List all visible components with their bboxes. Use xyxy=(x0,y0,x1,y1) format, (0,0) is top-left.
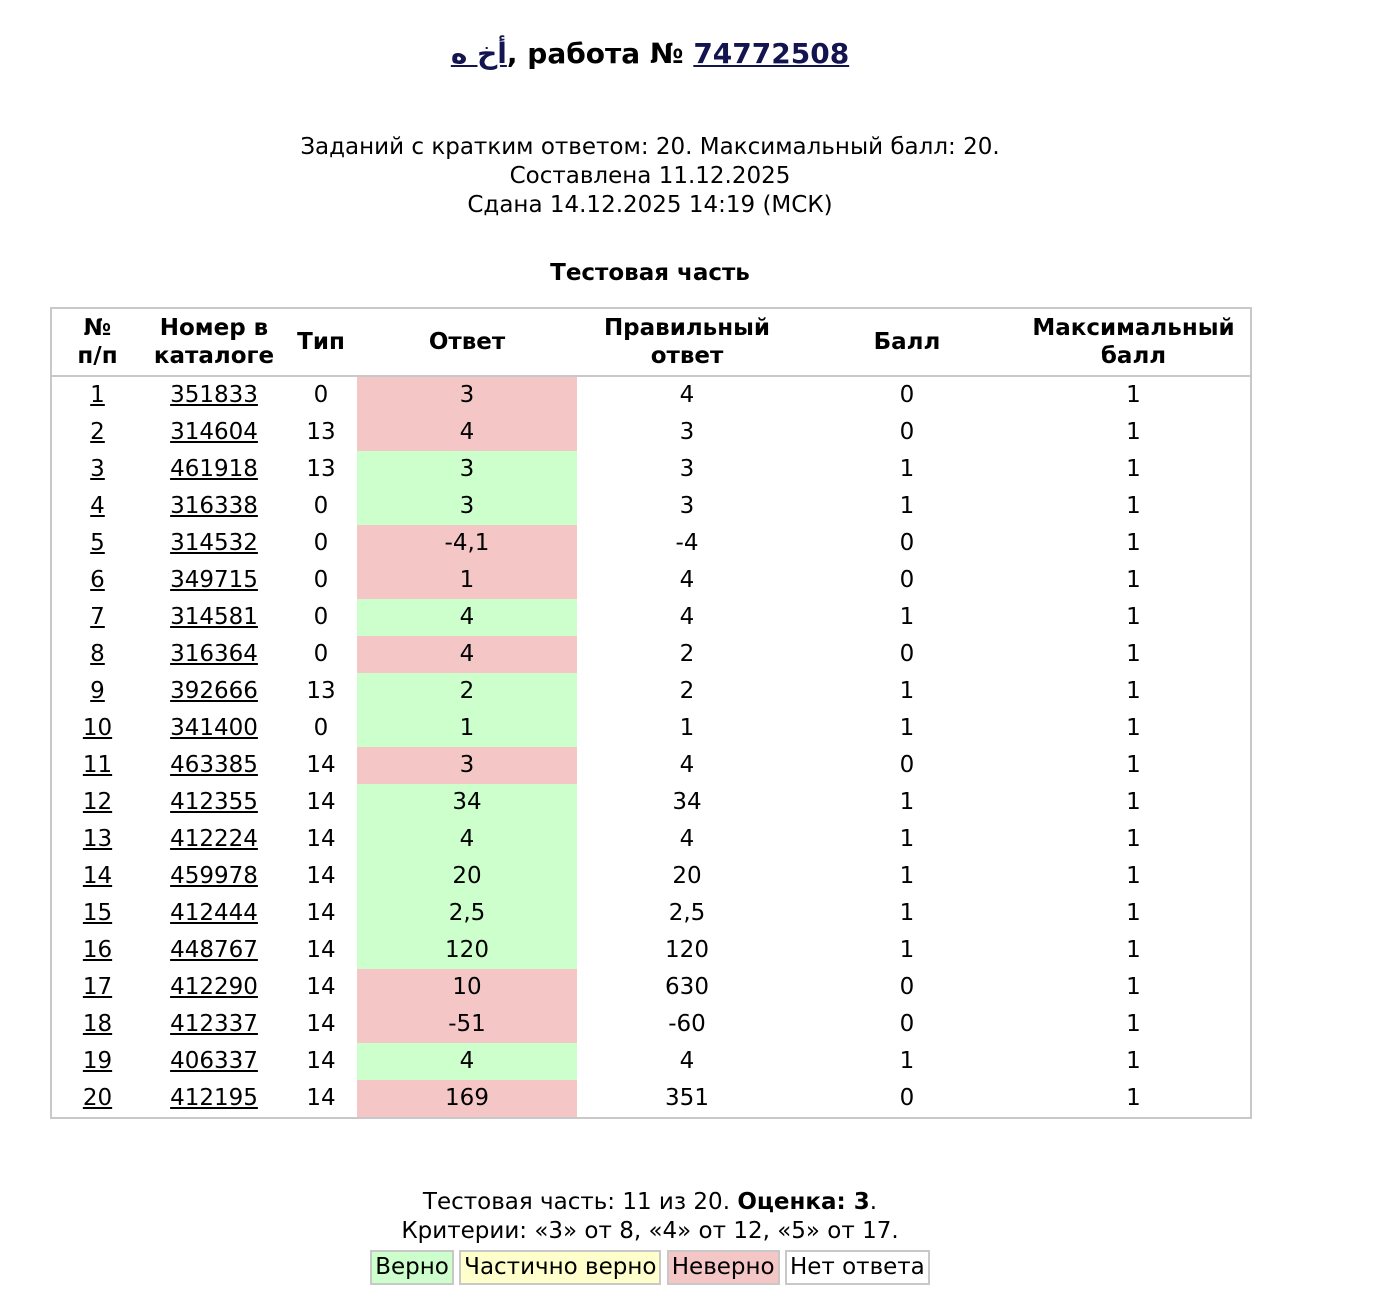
catalog-number-link[interactable]: 463385 xyxy=(170,752,258,778)
catalog-number-link-cell xyxy=(143,599,285,636)
score-cell: 1 xyxy=(899,604,915,630)
row-number-link[interactable]: 7 xyxy=(90,604,105,630)
catalog-number-link[interactable]: 341400 xyxy=(170,715,258,741)
table-row xyxy=(51,1006,1251,1043)
score-cell: 0 xyxy=(899,641,915,667)
max-score-cell: 1 xyxy=(1126,826,1141,852)
max-score-cell: 1 xyxy=(1126,715,1141,741)
task-type-cell: 14 xyxy=(306,826,336,852)
student-answer-cell: 2,5 xyxy=(357,895,577,932)
catalog-number-link[interactable]: 406337 xyxy=(170,1048,258,1074)
header-correct: Правильный ответ xyxy=(577,308,797,376)
catalog-number-link-cell xyxy=(143,1080,285,1118)
catalog-number-link-cell xyxy=(143,525,285,562)
task-type-cell: 14 xyxy=(306,900,336,926)
student-answer-cell: 2 xyxy=(357,673,577,710)
correct-answer-cell: 34 xyxy=(672,789,702,815)
legend-correct: Верно xyxy=(370,1250,454,1285)
catalog-number-link-cell xyxy=(143,1006,285,1043)
task-type-cell: 0 xyxy=(313,604,329,630)
correct-answer-cell: 4 xyxy=(679,382,695,408)
table-row xyxy=(51,969,1251,1006)
catalog-number-link-cell xyxy=(143,895,285,932)
score-cell: 0 xyxy=(899,752,915,778)
correct-answer-cell: 4 xyxy=(679,604,695,630)
header-answer: Ответ xyxy=(357,308,577,376)
correct-answer-cell: -4 xyxy=(675,530,699,556)
row-number-link-cell xyxy=(51,488,143,525)
correct-answer-cell: 120 xyxy=(665,937,709,963)
table-header-row xyxy=(51,308,1251,376)
row-number-link[interactable]: 19 xyxy=(82,1048,113,1074)
score-cell: 1 xyxy=(899,456,915,482)
max-score-cell: 1 xyxy=(1126,974,1141,1000)
row-number-link-cell xyxy=(51,747,143,784)
table-row xyxy=(51,562,1251,599)
row-number-link[interactable]: 9 xyxy=(90,678,105,704)
catalog-number-link-cell xyxy=(143,858,285,895)
student-answer-cell: -4,1 xyxy=(357,525,577,562)
catalog-number-link-cell xyxy=(143,969,285,1006)
score-cell: 1 xyxy=(899,715,915,741)
task-type-cell: 14 xyxy=(306,1085,336,1111)
legend-wrong: Неверно xyxy=(667,1250,780,1285)
catalog-number-link[interactable]: 316338 xyxy=(170,493,258,519)
score-cell: 0 xyxy=(899,382,915,408)
student-answer-cell: 34 xyxy=(357,784,577,821)
row-number-link-cell xyxy=(51,451,143,488)
page-title xyxy=(0,36,1300,72)
catalog-number-link[interactable]: 316364 xyxy=(170,641,258,667)
catalog-number-link-cell xyxy=(143,488,285,525)
student-answer-cell: 3 xyxy=(357,451,577,488)
catalog-number-link-cell xyxy=(143,414,285,451)
header-catalog: Номер в каталоге xyxy=(143,308,285,376)
score-cell: 1 xyxy=(899,493,915,519)
row-number-link[interactable]: 17 xyxy=(82,974,113,1000)
correct-answer-cell: 4 xyxy=(679,826,695,852)
header-max-score: Максимальный балл xyxy=(1017,308,1251,376)
max-score-cell: 1 xyxy=(1126,641,1141,667)
row-number-link[interactable]: 5 xyxy=(90,530,105,556)
row-number-link-cell xyxy=(51,636,143,673)
catalog-number-link[interactable]: 392666 xyxy=(170,678,258,704)
catalog-number-link[interactable]: 351833 xyxy=(170,382,258,408)
row-number-link[interactable]: 20 xyxy=(82,1085,113,1111)
catalog-number-link[interactable]: 412355 xyxy=(170,789,258,815)
table-row xyxy=(51,525,1251,562)
row-number-link-cell xyxy=(51,1006,143,1043)
correct-answer-cell: 3 xyxy=(679,456,695,482)
catalog-number-link[interactable]: 314532 xyxy=(170,530,258,556)
row-number-link[interactable]: 14 xyxy=(82,863,113,889)
table-row xyxy=(51,376,1251,414)
student-answer-cell: 3 xyxy=(357,488,577,525)
row-number-link[interactable]: 6 xyxy=(90,567,105,593)
max-score-cell: 1 xyxy=(1126,493,1141,519)
task-type-cell: 14 xyxy=(306,789,336,815)
student-answer-cell: 3 xyxy=(357,376,577,414)
catalog-number-link-cell xyxy=(143,747,285,784)
correct-answer-cell: -60 xyxy=(668,1011,706,1037)
summary-score-line: Тестовая часть: 11 из 20. Оценка: 3. xyxy=(422,1189,878,1215)
table-row xyxy=(51,599,1251,636)
table-row xyxy=(51,895,1251,932)
results-table xyxy=(50,307,1252,1119)
correct-answer-cell: 4 xyxy=(679,567,695,593)
score-cell: 1 xyxy=(899,826,915,852)
legend xyxy=(0,1250,1300,1285)
max-score-cell: 1 xyxy=(1126,900,1141,926)
score-cell: 0 xyxy=(899,530,915,556)
row-number-link-cell xyxy=(51,932,143,969)
table-row xyxy=(51,414,1251,451)
task-type-cell: 0 xyxy=(313,641,329,667)
task-type-cell: 14 xyxy=(306,974,336,1000)
task-type-cell: 14 xyxy=(306,1011,336,1037)
catalog-number-link[interactable]: 412224 xyxy=(170,826,258,852)
catalog-number-link-cell xyxy=(143,562,285,599)
row-number-link[interactable]: 3 xyxy=(90,456,105,482)
submitted-date-line: Сдана 14.12.2025 14:19 (МСК) xyxy=(467,192,833,218)
row-number-link-cell xyxy=(51,969,143,1006)
catalog-number-link-cell xyxy=(143,636,285,673)
legend-no-answer: Нет ответа xyxy=(785,1250,930,1285)
task-type-cell: 14 xyxy=(306,1048,336,1074)
catalog-number-link-cell xyxy=(143,673,285,710)
row-number-link-cell xyxy=(51,414,143,451)
correct-answer-cell: 4 xyxy=(679,752,695,778)
task-type-cell: 0 xyxy=(313,493,329,519)
row-number-link[interactable]: 15 xyxy=(82,900,113,926)
row-number-link[interactable]: 18 xyxy=(82,1011,113,1037)
task-type-cell: 14 xyxy=(306,752,336,778)
row-number-link[interactable]: 1 xyxy=(90,382,105,408)
catalog-number-link[interactable]: 412337 xyxy=(170,1011,258,1037)
catalog-number-link[interactable]: 314604 xyxy=(170,419,258,445)
row-number-link-cell xyxy=(51,821,143,858)
row-number-link-cell xyxy=(51,525,143,562)
created-date-line: Составлена 11.12.2025 xyxy=(509,163,791,189)
max-score-cell: 1 xyxy=(1126,1011,1141,1037)
correct-answer-cell: 3 xyxy=(679,419,695,445)
student-answer-cell: 4 xyxy=(357,636,577,673)
student-answer-cell: 10 xyxy=(357,969,577,1006)
student-answer-cell: 20 xyxy=(357,858,577,895)
catalog-number-link[interactable]: 448767 xyxy=(170,937,258,963)
student-answer-cell: 4 xyxy=(357,599,577,636)
table-row xyxy=(51,673,1251,710)
score-cell: 0 xyxy=(899,974,915,1000)
row-number-link-cell xyxy=(51,895,143,932)
student-answer-cell: 4 xyxy=(357,821,577,858)
row-number-link[interactable]: 4 xyxy=(90,493,105,519)
max-score-cell: 1 xyxy=(1126,863,1141,889)
student-answer-cell: 1 xyxy=(357,710,577,747)
score-cell: 1 xyxy=(899,937,915,963)
correct-answer-cell: 2 xyxy=(679,678,695,704)
student-answer-cell: 169 xyxy=(357,1080,577,1118)
table-row xyxy=(51,1043,1251,1080)
table-row xyxy=(51,488,1251,525)
row-number-link[interactable]: 11 xyxy=(82,752,113,778)
max-score-cell: 1 xyxy=(1126,382,1141,408)
table-row xyxy=(51,1080,1251,1118)
student-answer-cell: 120 xyxy=(357,932,577,969)
table-row xyxy=(51,636,1251,673)
max-score-cell: 1 xyxy=(1126,937,1141,963)
table-row xyxy=(51,784,1251,821)
task-type-cell: 13 xyxy=(306,419,336,445)
grade-label: Оценка: 3 xyxy=(737,1189,870,1215)
row-number-link-cell xyxy=(51,1080,143,1118)
task-type-cell: 0 xyxy=(313,530,329,556)
correct-answer-cell: 4 xyxy=(679,1048,695,1074)
work-number-link[interactable]: 74772508 xyxy=(693,37,850,70)
table-row xyxy=(51,858,1251,895)
catalog-number-link[interactable]: 461918 xyxy=(170,456,258,482)
catalog-number-link[interactable]: 412195 xyxy=(170,1085,258,1111)
student-answer-cell: 3 xyxy=(357,747,577,784)
catalog-number-link-cell xyxy=(143,1043,285,1080)
score-cell: 0 xyxy=(899,1085,915,1111)
row-number-link[interactable]: 12 xyxy=(82,789,113,815)
catalog-number-link-cell xyxy=(143,451,285,488)
table-row xyxy=(51,710,1251,747)
max-score-cell: 1 xyxy=(1126,1048,1141,1074)
correct-answer-cell: 3 xyxy=(679,493,695,519)
catalog-number-link[interactable]: 412444 xyxy=(170,900,258,926)
section-title: Тестовая часть xyxy=(550,260,750,286)
max-score-cell: 1 xyxy=(1126,419,1141,445)
score-cell: 0 xyxy=(899,419,915,445)
max-score-cell: 1 xyxy=(1126,1085,1141,1111)
task-type-cell: 0 xyxy=(313,567,329,593)
score-cell: 0 xyxy=(899,1011,915,1037)
tasks-info-line: Заданий с кратким ответом: 20. Максимальный балл: 20. xyxy=(300,134,1000,160)
catalog-number-link-cell xyxy=(143,376,285,414)
catalog-number-link[interactable]: 349715 xyxy=(170,567,258,593)
row-number-link-cell xyxy=(51,784,143,821)
task-type-cell: 14 xyxy=(306,863,336,889)
max-score-cell: 1 xyxy=(1126,752,1141,778)
catalog-number-link[interactable]: 459978 xyxy=(170,863,258,889)
table-row xyxy=(51,932,1251,969)
max-score-cell: 1 xyxy=(1126,530,1141,556)
score-cell: 0 xyxy=(899,567,915,593)
correct-answer-cell: 1 xyxy=(679,715,695,741)
catalog-number-link-cell xyxy=(143,710,285,747)
catalog-number-link[interactable]: 412290 xyxy=(170,974,258,1000)
work-info xyxy=(0,133,1300,220)
row-number-link-cell xyxy=(51,599,143,636)
row-number-link[interactable]: 13 xyxy=(82,826,113,852)
catalog-number-link-cell xyxy=(143,784,285,821)
row-number-link[interactable]: 2 xyxy=(90,419,105,445)
correct-answer-cell: 20 xyxy=(672,863,702,889)
row-number-link[interactable]: 16 xyxy=(82,937,113,963)
student-name-link[interactable]: أخ ه xyxy=(450,37,507,70)
max-score-cell: 1 xyxy=(1126,456,1141,482)
max-score-cell: 1 xyxy=(1126,678,1141,704)
table-row xyxy=(51,747,1251,784)
score-cell: 1 xyxy=(899,789,915,815)
row-number-link-cell xyxy=(51,376,143,414)
criteria-line: Критерии: «3» от 8, «4» от 12, «5» от 17. xyxy=(401,1218,899,1244)
correct-answer-cell: 351 xyxy=(665,1085,709,1111)
max-score-cell: 1 xyxy=(1126,789,1141,815)
table-row xyxy=(51,451,1251,488)
row-number-link-cell xyxy=(51,858,143,895)
row-number-link-cell xyxy=(51,1043,143,1080)
row-number-link[interactable]: 10 xyxy=(82,715,113,741)
table-row xyxy=(51,821,1251,858)
catalog-number-link-cell xyxy=(143,932,285,969)
score-cell: 1 xyxy=(899,1048,915,1074)
task-type-cell: 14 xyxy=(306,937,336,963)
correct-answer-cell: 2 xyxy=(679,641,695,667)
score-cell: 1 xyxy=(899,678,915,704)
header-type: Тип xyxy=(285,308,357,376)
student-answer-cell: -51 xyxy=(357,1006,577,1043)
task-type-cell: 13 xyxy=(306,456,336,482)
row-number-link-cell xyxy=(51,562,143,599)
task-type-cell: 0 xyxy=(313,715,329,741)
row-number-link[interactable]: 8 xyxy=(90,641,105,667)
max-score-cell: 1 xyxy=(1126,567,1141,593)
correct-answer-cell: 2,5 xyxy=(668,900,706,926)
row-number-link-cell xyxy=(51,673,143,710)
summary xyxy=(0,1188,1300,1246)
catalog-number-link[interactable]: 314581 xyxy=(170,604,258,630)
header-num: № п/п xyxy=(51,308,143,376)
student-answer-cell: 1 xyxy=(357,562,577,599)
student-answer-cell: 4 xyxy=(357,1043,577,1080)
max-score-cell: 1 xyxy=(1126,604,1141,630)
row-number-link-cell xyxy=(51,710,143,747)
student-answer-cell: 4 xyxy=(357,414,577,451)
catalog-number-link-cell xyxy=(143,821,285,858)
correct-answer-cell: 630 xyxy=(665,974,709,1000)
header-score: Балл xyxy=(797,308,1017,376)
title-middle-text: , работа № xyxy=(506,37,694,70)
legend-partial: Частично верно xyxy=(459,1250,661,1285)
task-type-cell: 0 xyxy=(313,382,329,408)
table-body xyxy=(51,376,1251,1118)
score-cell: 1 xyxy=(899,863,915,889)
task-type-cell: 13 xyxy=(306,678,336,704)
score-cell: 1 xyxy=(899,900,915,926)
